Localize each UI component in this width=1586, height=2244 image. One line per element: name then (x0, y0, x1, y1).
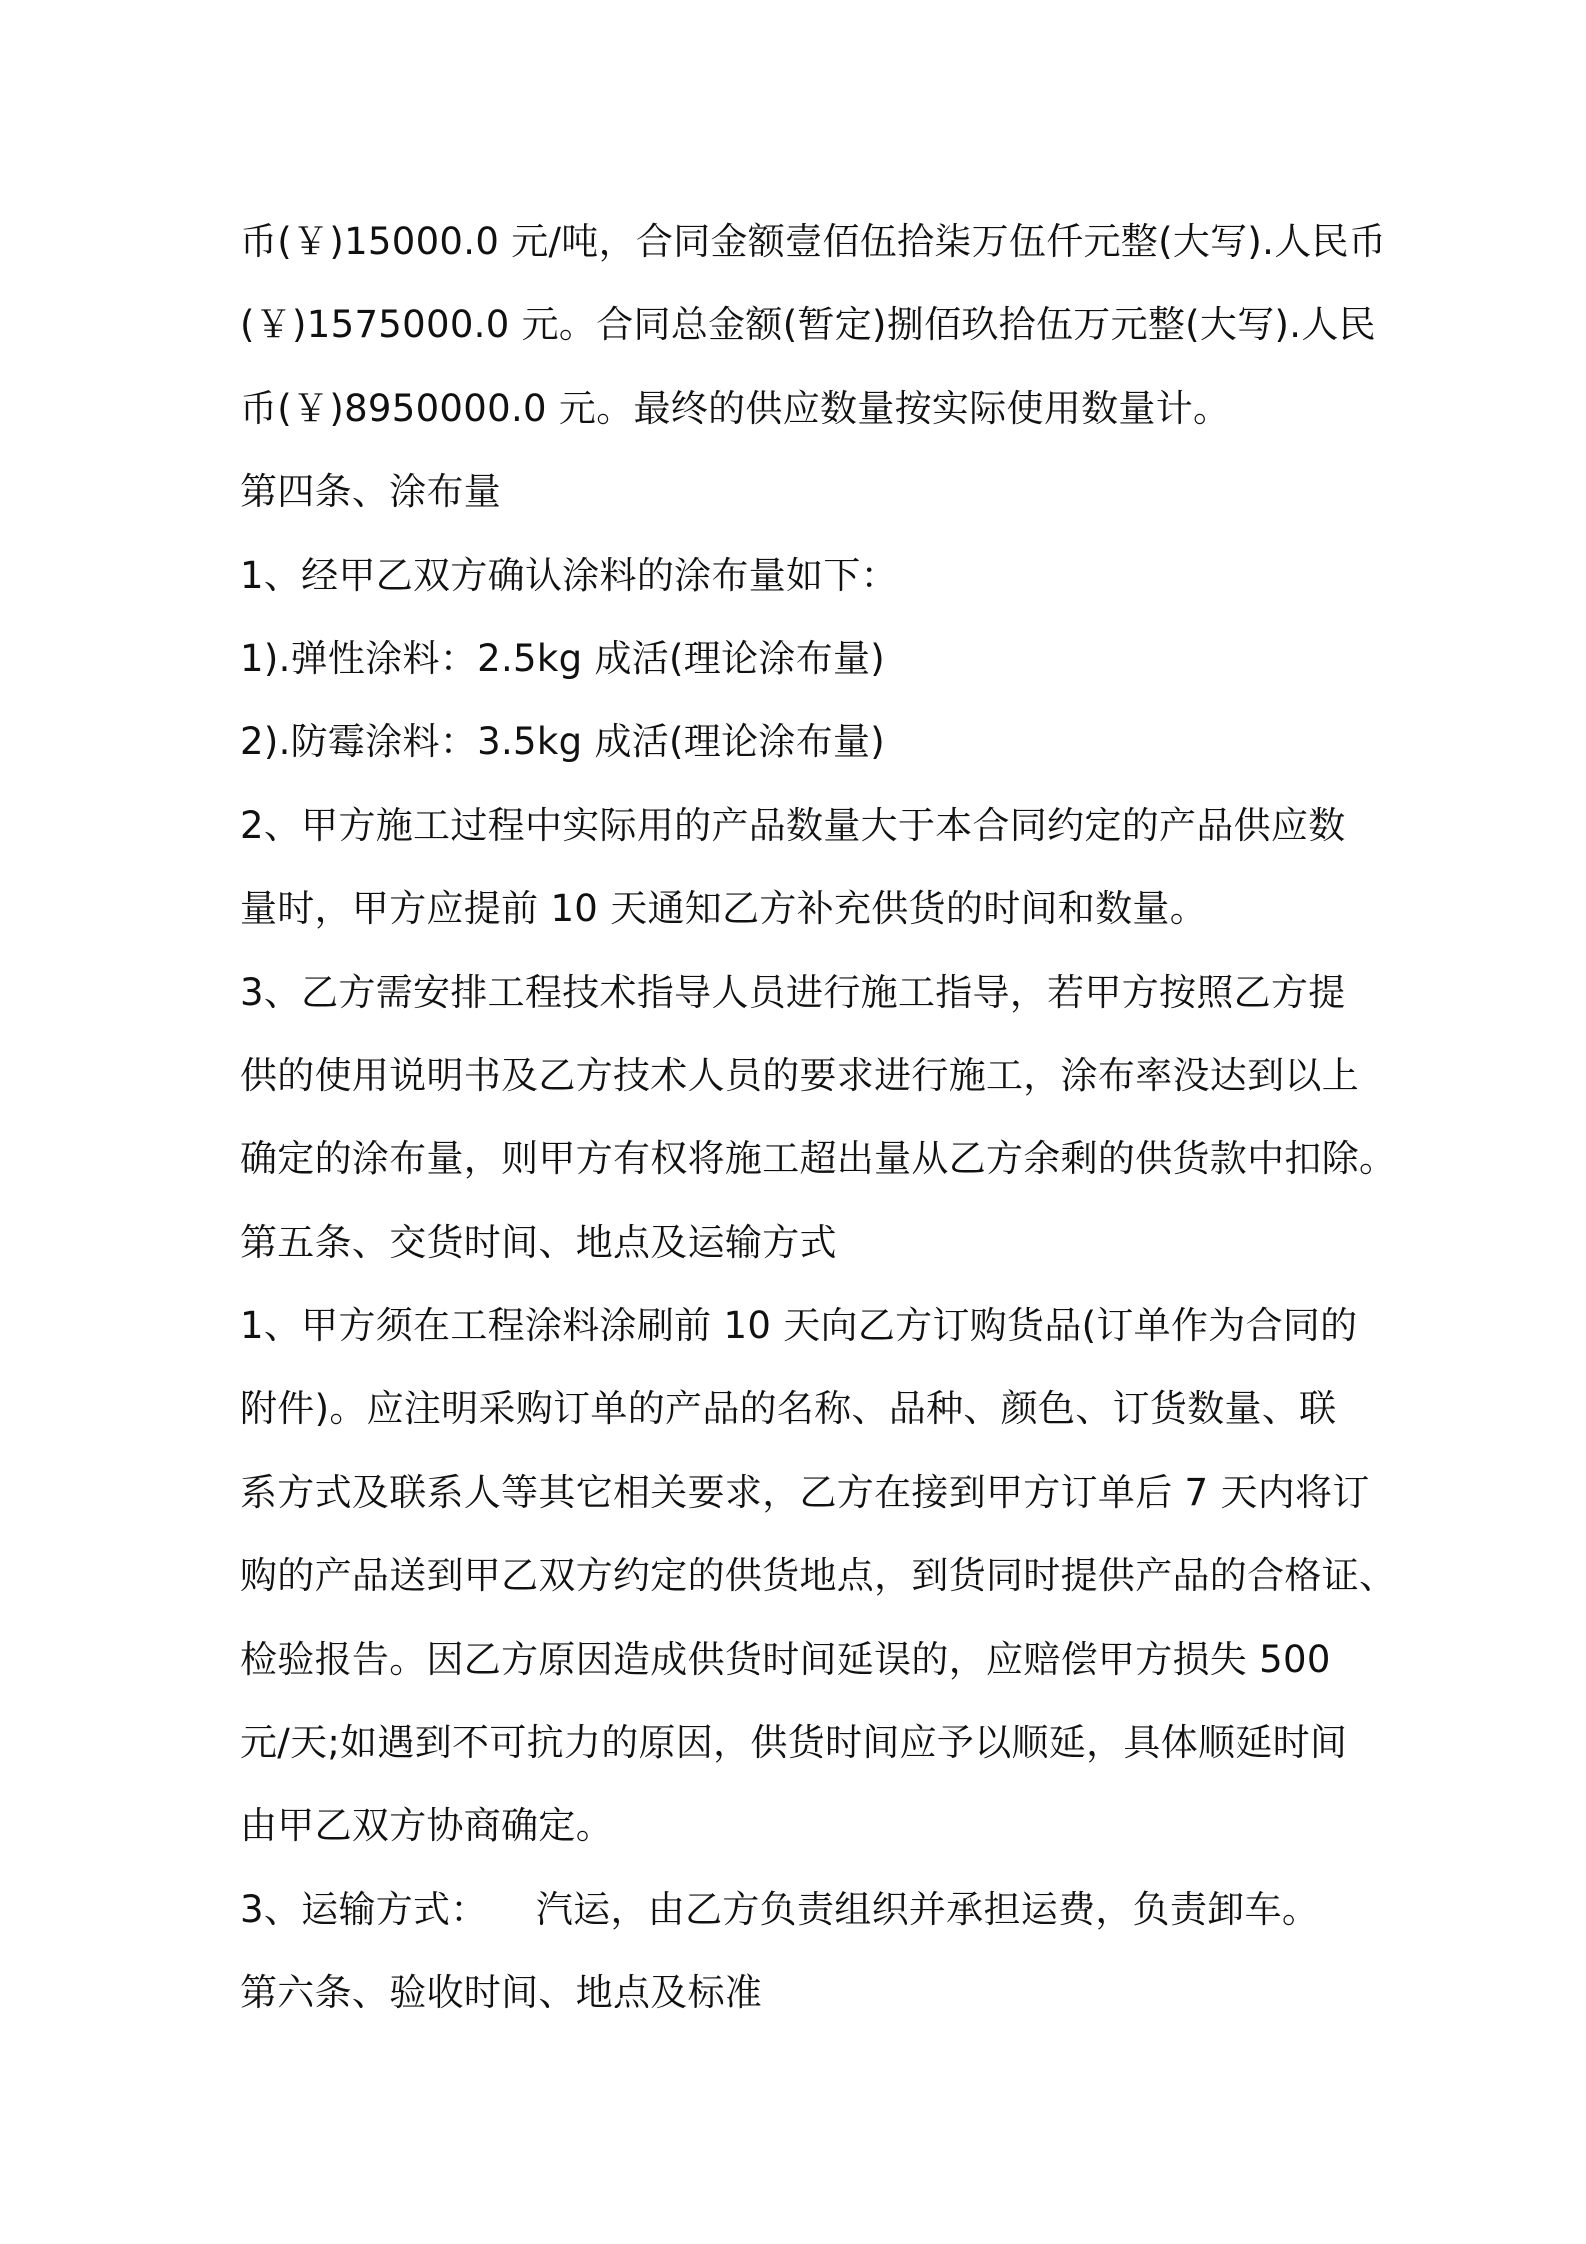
text-line-clause-3c: 确定的涂布量，则甲方有权将施工超出量从乙方余剩的供货款中扣除。 (240, 1137, 1397, 1181)
text-line-delivery-7: 由甲乙双方协商确定。 (240, 1804, 613, 1848)
text-line-mildew-coating: 2).防霉涂料：3.5kg 成活(理论涂布量) (240, 720, 886, 764)
text-line-price-1: 币(￥)15000.0 元/吨，合同金额壹佰伍拾柒万伍仟元整(大写).人民币 (240, 220, 1387, 263)
text-line-price-3: 币(￥)8950000.0 元。最终的供应数量按实际使用数量计。 (240, 386, 1231, 430)
text-line-clause-3a: 3、乙方需安排工程技术指导人员进行施工指导，若甲方按照乙方提 (240, 970, 1346, 1014)
section-heading-article-6: 第六条、验收时间、地点及标准 (240, 1971, 763, 2015)
text-line-price-2: (￥)1575000.0 元。合同总金额(暂定)捌佰玖拾伍万元整(大写).人民 (240, 303, 1376, 347)
text-line-clause-3b: 供的使用说明书及乙方技术人员的要求进行施工，涂布率没达到以上 (240, 1053, 1359, 1097)
text-line-delivery-4: 购的产品送到甲乙双方约定的供货地点，到货同时提供产品的合格证、 (240, 1554, 1397, 1598)
text-line-delivery-3: 系方式及联系人等其它相关要求，乙方在接到甲方订单后 7 天内将订 (240, 1470, 1370, 1514)
section-heading-article-4: 第四条、涂布量 (240, 470, 502, 514)
text-line-coverage-intro: 1、经甲乙双方确认涂料的涂布量如下： (240, 553, 898, 597)
text-line-delivery-5: 检验报告。因乙方原因造成供货时间延误的，应赔偿甲方损失 500 (240, 1637, 1331, 1681)
section-heading-article-5: 第五条、交货时间、地点及运输方式 (240, 1220, 837, 1264)
text-line-delivery-6: 元/天;如遇到不可抗力的原因，供货时间应予以顺延，具体顺延时间 (240, 1721, 1348, 1765)
text-line-delivery-2: 附件)。应注明采购订单的产品的名称、品种、颜色、订货数量、联 (240, 1387, 1337, 1431)
text-line-clause-2b: 量时，甲方应提前 10 天通知乙方补充供货的时间和数量。 (240, 887, 1208, 931)
text-line-clause-2a: 2、甲方施工过程中实际用的产品数量大于本合同约定的产品供应数 (240, 803, 1346, 847)
text-line-transport: 3、运输方式： 汽运，由乙方负责组织并承担运费，负责卸车。 (240, 1887, 1320, 1931)
text-line-elastic-coating: 1).弹性涂料：2.5kg 成活(理论涂布量) (240, 636, 886, 680)
text-line-delivery-1: 1、甲方须在工程涂料涂刷前 10 天向乙方订购货品(订单作为合同的 (240, 1304, 1358, 1348)
document-page (240, 200, 1397, 2035)
